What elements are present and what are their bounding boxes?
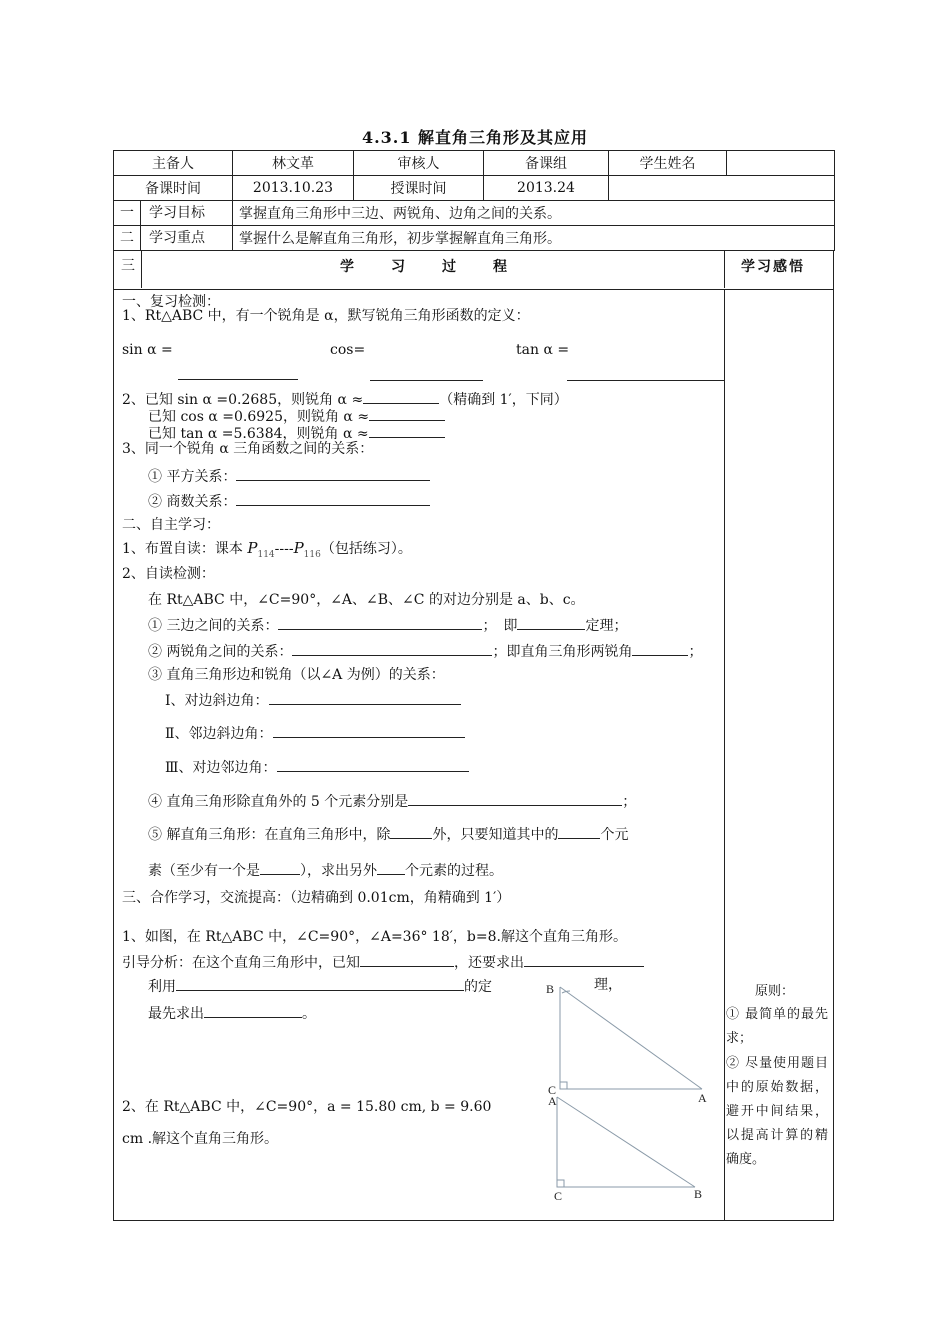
fig2-label-b: B <box>694 1187 703 1201</box>
find-first: 最先求出 。 <box>148 1003 316 1023</box>
coop-q2-line2: cm .解这个直角三角形。 <box>122 1131 279 1147</box>
complementary-blank[interactable] <box>632 641 688 656</box>
review-q1: 1、Rt△ABC 中，有一个锐角是 α，默写锐角三角形函数的定义： <box>122 308 530 324</box>
objective-row <box>114 201 835 226</box>
at-least-one-blank[interactable] <box>260 860 300 875</box>
objective-text: 掌握直角三角形中三边、两锐角、边角之间的关系。 <box>233 201 835 226</box>
sidebar-title: 原则： <box>755 984 795 999</box>
solve-definition-1: ⑤ 解直角三角形：在直角三角形中，除 外，只要知道其中的 个元 <box>148 824 628 844</box>
tan-answer-line[interactable] <box>567 380 724 381</box>
tan-label: tan α = <box>516 342 570 358</box>
quotient-relation-blank[interactable] <box>236 491 430 506</box>
cos-label: cos= <box>330 342 366 358</box>
review-q3: 3、同一个锐角 α 三角函数之间的关系： <box>122 441 374 457</box>
three-sides-blank[interactable] <box>278 615 482 630</box>
adjacent-hyp-blank[interactable] <box>273 723 465 738</box>
theorem-blank[interactable] <box>517 615 585 630</box>
opposite-adjacent: Ⅲ、对边邻边角： <box>165 757 469 777</box>
focus-row <box>114 226 835 251</box>
other-count-blank[interactable] <box>377 860 405 875</box>
five-elements-blank[interactable] <box>408 791 622 806</box>
sidebar-divider <box>724 289 725 1220</box>
teach-time-value: 2013.24 <box>484 176 609 201</box>
sidebar-principle-1: ① 最简单的最先求； <box>726 1007 828 1046</box>
square-relation-blank[interactable] <box>236 466 430 481</box>
self-check-heading: 2、自读检测： <box>122 566 215 582</box>
opposite-hyp-blank[interactable] <box>269 690 461 705</box>
fig2-label-a: A <box>548 1094 557 1108</box>
fig1-label-c: C <box>548 1083 557 1097</box>
fig1-label-b: B <box>546 982 555 996</box>
adjacent-hyp: Ⅱ、邻边斜边角： <box>165 723 465 743</box>
header-row-1 <box>114 151 835 176</box>
use-blank[interactable] <box>176 976 464 991</box>
known-blank[interactable] <box>360 952 454 967</box>
guide-analysis: 引导分析：在这个直角三角形中，已知 ，还要求出 <box>122 952 644 972</box>
preparer-name: 林文革 <box>233 151 354 176</box>
focus-text: 掌握什么是解直角三角形，初步掌握解直角三角形。 <box>233 226 835 251</box>
prep-time-label: 备课时间 <box>114 176 233 201</box>
fig2-label-c: C <box>554 1189 563 1203</box>
header-row-2 <box>114 176 835 201</box>
quotient-relation: ② 商数关系： <box>148 491 430 511</box>
teach-time-label: 授课时间 <box>354 176 484 201</box>
prep-time-value: 2013.10.23 <box>233 176 354 201</box>
theorem-tail: 理， <box>594 977 622 993</box>
page-title: 4.3.1 解直角三角形及其应用 <box>361 128 589 147</box>
review-q2c: 已知 tan α =5.6384，则锐角 α ≈ <box>148 423 445 443</box>
two-angles-blank[interactable] <box>292 641 492 656</box>
except-blank[interactable] <box>390 824 432 839</box>
row2-blank <box>609 176 835 201</box>
objective-head <box>114 201 233 226</box>
q2b-blank[interactable] <box>369 406 445 421</box>
sin-answer-line[interactable] <box>178 379 298 380</box>
side-angle-relation: ③ 直角三角形边和锐角（以∠A 为例）的关系： <box>148 667 445 683</box>
find-blank[interactable] <box>524 952 644 967</box>
process-heading: 学 习 过 程 <box>340 259 510 275</box>
focus-label: 学习重点 <box>149 230 205 246</box>
q2a-blank[interactable] <box>363 389 439 404</box>
figure-1 <box>560 987 702 1089</box>
review-heading: 一、复习检测： <box>122 294 220 310</box>
figure-2 <box>557 1097 695 1187</box>
opposite-hyp: Ⅰ、对边斜边角： <box>165 690 461 710</box>
opposite-adjacent-blank[interactable] <box>277 757 469 772</box>
three-sides-relation: ① 三边之间的关系： ； 即 定理； <box>148 615 627 635</box>
objective-num: 一 <box>114 201 141 225</box>
process-num: 三 <box>121 258 135 274</box>
square-relation: ① 平方关系： <box>148 466 430 486</box>
solve-definition-2: 素（至少有一个是 ），求出另外 个元素的过程。 <box>148 860 503 880</box>
group-label: 备课组 <box>484 151 609 176</box>
use-theorem: 利用 的定 <box>148 976 492 996</box>
self-check-intro: 在 Rt△ABC 中，∠C=90°，∠A、∠B、∠C 的对边分别是 a、b、c。 <box>148 592 585 608</box>
five-elements: ④ 直角三角形除直角外的 5 个元素分别是 ； <box>148 791 636 811</box>
fig1-label-a: A <box>698 1091 707 1105</box>
student-name-label: 学生姓名 <box>609 151 727 176</box>
focus-num: 二 <box>114 226 141 250</box>
find-first-blank[interactable] <box>204 1003 302 1018</box>
reviewer-label: 审核人 <box>354 151 484 176</box>
sidebar-principle-2: ② 尽量使用题目中的原始数据，避开中间结果，以提高计算的精确度。 <box>726 1056 828 1167</box>
objective-label: 学习目标 <box>149 205 205 221</box>
two-angles-relation: ② 两锐角之间的关系： ；即直角三角形两锐角 ； <box>148 641 702 661</box>
student-name-field[interactable] <box>727 151 835 176</box>
q2c-blank[interactable] <box>369 423 445 438</box>
known-count-blank[interactable] <box>558 824 600 839</box>
review-q2a: 2、已知 sin α =0.2685，则锐角 α ≈ （精确到 1′，下同） <box>122 389 568 409</box>
coop-heading: 三、合作学习，交流提高：（边精确到 0.01cm，角精确到 1′） <box>122 890 511 906</box>
sin-label: sin α = <box>122 342 173 358</box>
focus-head <box>114 226 233 251</box>
triangle-figures <box>540 975 720 1205</box>
self-study-heading: 二、自主学习： <box>122 517 220 533</box>
coop-q1: 1、如图，在 Rt△ABC 中，∠C=90°，∠A=36° 18′，b=8.解这个直角三角形。 <box>122 929 627 945</box>
cos-answer-line[interactable] <box>370 380 483 381</box>
reflection-heading: 学习感悟 <box>741 259 805 275</box>
self-study-reading: 1、布置自读：课本 $P_{114}----P_{116}$（包括练习）。 <box>122 539 412 560</box>
coop-q2-line1: 2、在 Rt△ABC 中，∠C=90°，a = 15.80 cm, b = 9.60 <box>122 1099 492 1115</box>
header-table <box>113 150 835 251</box>
preparer-label: 主备人 <box>114 151 233 176</box>
review-q2b: 已知 cos α =0.6925，则锐角 α ≈ <box>148 406 445 426</box>
